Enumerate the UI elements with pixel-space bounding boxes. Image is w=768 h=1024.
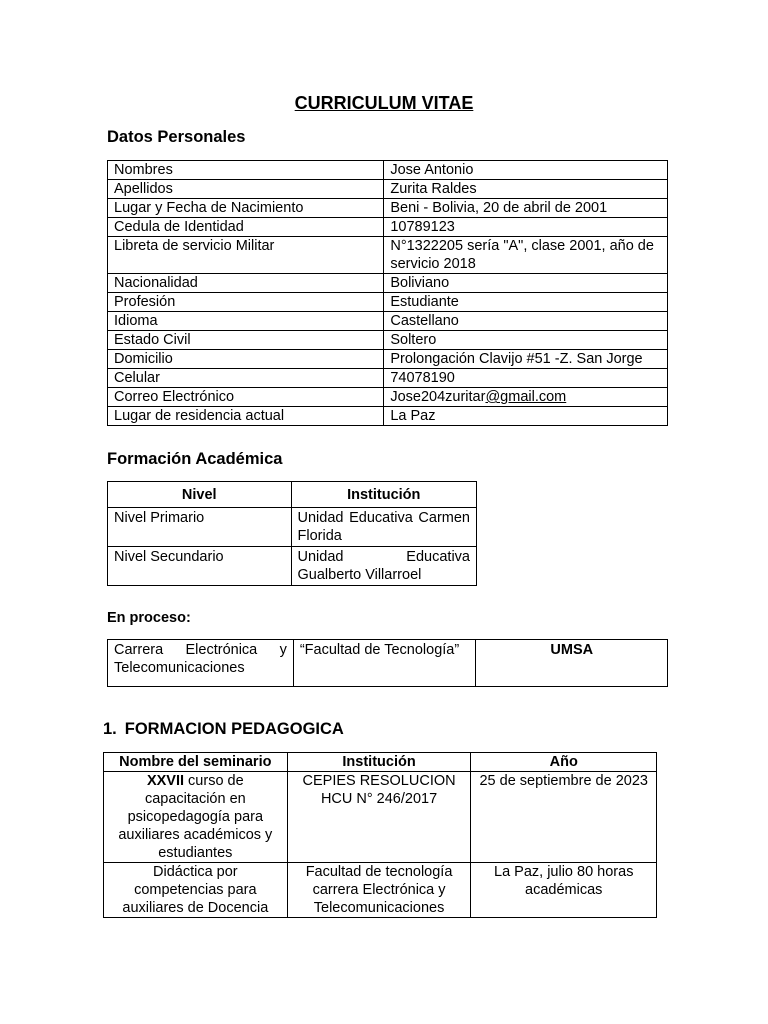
column-header: Institución bbox=[287, 753, 471, 772]
table-row bbox=[108, 293, 668, 312]
year-cell: 25 de septiembre de 2023 bbox=[471, 772, 657, 863]
field-value: N°1322205 sería "A", clase 2001, año de servicio 2018 bbox=[384, 237, 668, 274]
table-row bbox=[108, 547, 477, 586]
university-cell: UMSA bbox=[476, 640, 668, 687]
faculty-cell: “Facultad de Tecnología” bbox=[293, 640, 476, 687]
table-row bbox=[104, 772, 657, 863]
field-label: Nombres bbox=[108, 161, 384, 180]
field-label: Celular bbox=[108, 369, 384, 388]
institution-cell: Unidad Educativa Gualberto Villarroel bbox=[291, 547, 477, 586]
table-row bbox=[108, 508, 477, 547]
level-cell: Nivel Primario bbox=[108, 508, 292, 547]
table-row bbox=[108, 161, 668, 180]
field-label: Lugar y Fecha de Nacimiento bbox=[108, 199, 384, 218]
level-cell: Nivel Secundario bbox=[108, 547, 292, 586]
pedagogical-table bbox=[103, 752, 657, 918]
column-header: Nivel bbox=[108, 482, 292, 508]
field-value: Zurita Raldes bbox=[384, 180, 668, 199]
seminar-name: Didáctica por competencias para auxiliares de Docencia bbox=[122, 864, 269, 916]
personal-data-heading: Datos Personales bbox=[107, 128, 246, 146]
field-value: Jose Antonio bbox=[384, 161, 668, 180]
field-label: Estado Civil bbox=[108, 331, 384, 350]
personal-data-table bbox=[107, 160, 668, 426]
table-row bbox=[108, 350, 668, 369]
career-cell: Carrera Electrónica y Telecomunicaciones bbox=[108, 640, 294, 687]
field-value: Prolongación Clavijo #51 -Z. San Jorge bbox=[384, 350, 668, 369]
table-row bbox=[108, 312, 668, 331]
academic-table bbox=[107, 481, 477, 586]
institution-cell: CEPIES RESOLUCION HCU N° 246/2017 bbox=[287, 772, 471, 863]
column-header: Año bbox=[471, 753, 657, 772]
seminar-edition: XXVII bbox=[146, 773, 185, 789]
table-row bbox=[108, 218, 668, 237]
document-title: CURRICULUM VITAE bbox=[294, 93, 474, 113]
seminar-name: curso de capacitación en psicopedagogía para auxiliares académicos y estudiantes bbox=[118, 773, 273, 861]
field-value: Soltero bbox=[384, 331, 668, 350]
table-row bbox=[108, 331, 668, 350]
table-row bbox=[108, 180, 668, 199]
seminar-name-cell bbox=[104, 772, 288, 863]
field-label: Libreta de servicio Militar bbox=[108, 237, 384, 274]
table-row bbox=[108, 407, 668, 426]
academic-heading: Formación Académica bbox=[107, 450, 283, 468]
field-label: Lugar de residencia actual bbox=[108, 407, 384, 426]
table-row bbox=[104, 863, 657, 918]
table-row bbox=[108, 199, 668, 218]
field-label: Domicilio bbox=[108, 350, 384, 369]
field-label: Apellidos bbox=[108, 180, 384, 199]
table-row bbox=[108, 640, 668, 687]
email-user: Jose204zuritar bbox=[390, 389, 486, 405]
email-domain-link[interactable]: @gmail.com bbox=[485, 389, 567, 405]
section-number: 1. bbox=[103, 720, 117, 738]
field-value: 74078190 bbox=[384, 369, 668, 388]
institution-cell: Facultad de tecnología carrera Electrónica y Telecomunicaciones bbox=[287, 863, 471, 918]
table-row bbox=[108, 388, 668, 407]
field-value: 10789123 bbox=[384, 218, 668, 237]
email-value bbox=[384, 388, 668, 407]
column-header: Institución bbox=[291, 482, 477, 508]
field-label: Correo Electrónico bbox=[108, 388, 384, 407]
table-row bbox=[108, 369, 668, 388]
table-header-row bbox=[104, 753, 657, 772]
institution-cell: Unidad Educativa Carmen Florida bbox=[291, 508, 477, 547]
field-value: Boliviano bbox=[384, 274, 668, 293]
field-label: Idioma bbox=[108, 312, 384, 331]
table-header-row bbox=[108, 482, 477, 508]
table-row bbox=[108, 274, 668, 293]
in-process-heading: En proceso: bbox=[107, 610, 191, 626]
field-label: Profesión bbox=[108, 293, 384, 312]
field-value: Beni - Bolivia, 20 de abril de 2001 bbox=[384, 199, 668, 218]
in-process-table bbox=[107, 639, 668, 687]
year-cell: La Paz, julio 80 horas académicas bbox=[471, 863, 657, 918]
pedagogical-heading bbox=[103, 720, 344, 739]
section-title: FORMACION PEDAGOGICA bbox=[124, 720, 344, 738]
table-row bbox=[108, 237, 668, 274]
field-value: Estudiante bbox=[384, 293, 668, 312]
field-label: Nacionalidad bbox=[108, 274, 384, 293]
field-label: Cedula de Identidad bbox=[108, 218, 384, 237]
seminar-name-cell bbox=[104, 863, 288, 918]
field-value: Castellano bbox=[384, 312, 668, 331]
column-header: Nombre del seminario bbox=[104, 753, 288, 772]
field-value: La Paz bbox=[384, 407, 668, 426]
